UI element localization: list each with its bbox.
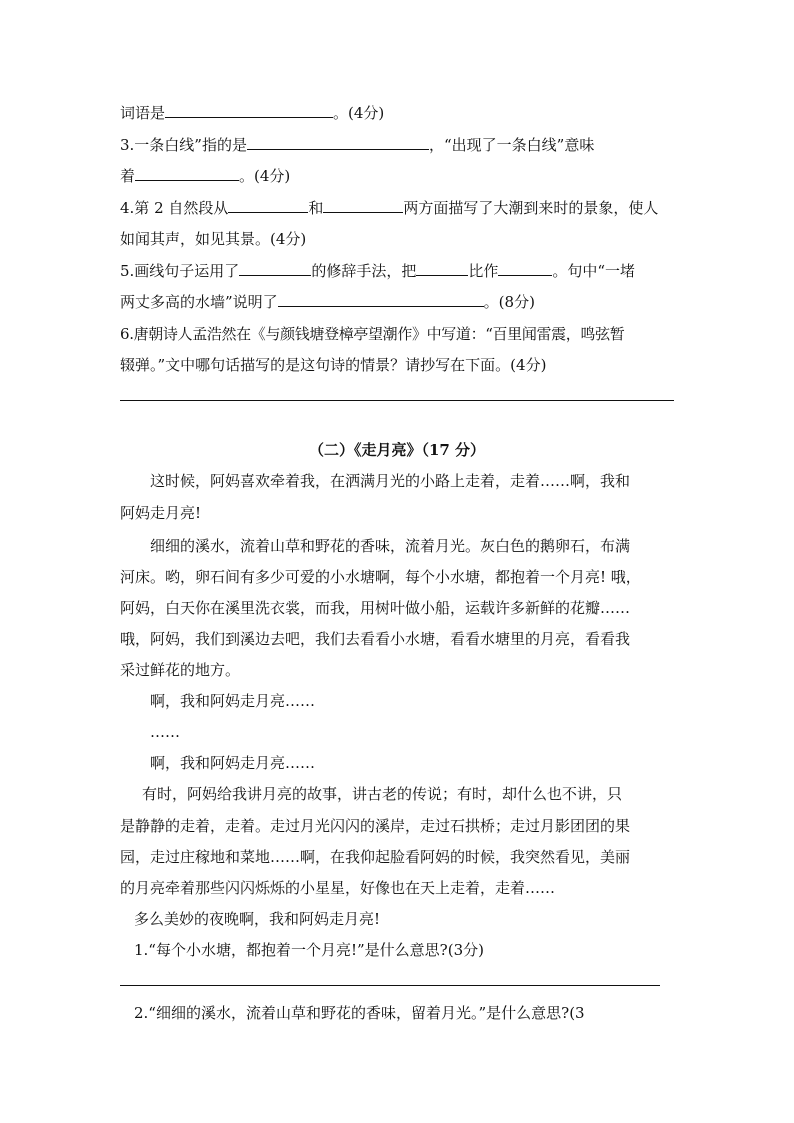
passage-line: 的月亮牵着那些闪闪烁烁的小星星，好像也在天上走着，走着…… [120, 879, 556, 897]
answer-blank[interactable] [228, 199, 308, 213]
answer-blank[interactable] [165, 104, 333, 118]
q3-line2: 着 。(4分) [120, 167, 291, 185]
passage-line: 园，走过庄稼地和菜地……啊，在我仰起脸看阿妈的时候，我突然看见，美丽 [120, 848, 631, 866]
passage-line: 河床。哟，卵石间有多少可爱的小水塘啊，每个小水塘，都抱着一个月亮! 哦， [120, 568, 641, 586]
passage-line: 阿妈走月亮! [120, 504, 202, 522]
passage-line: 有时，阿妈给我讲月亮的故事，讲古老的传说；有时，却什么也不讲，只 [142, 785, 623, 803]
answer-blank[interactable] [416, 262, 468, 276]
passage-line: 哦，阿妈，我们到溪边去吧，我们去看看小水塘，看看水塘里的月亮，看看我 [120, 630, 631, 648]
passage-line: …… [150, 723, 180, 741]
q3-line1: 3.一条白线”指的是 ，“出现了一条白线”意味 [120, 136, 595, 154]
answer-blank[interactable] [323, 199, 403, 213]
q6-line2: 辍弹。”文中哪句话描写的是这句诗的情景？请抄写在下面。(4分) [120, 356, 547, 374]
q1-answer-line[interactable] [120, 985, 660, 986]
q5-line2: 两丈多高的水墙”说明了 。(8分) [120, 293, 535, 311]
question-2: 2.“细细的溪水，流着山草和野花的香味，留着月光。”是什么意思?(3 [134, 1004, 585, 1022]
q6-answer-line[interactable] [120, 400, 674, 401]
answer-blank[interactable] [135, 167, 239, 181]
section-title: （二）《走月亮》（17 分） [308, 441, 486, 459]
answer-blank[interactable] [239, 262, 311, 276]
passage-line: 是静静的走着，走着。走过月光闪闪的溪岸，走过石拱桥；走过月影团团的果 [120, 817, 631, 835]
q5-line1: 5.画线句子运用了 的修辞手法，把 比作 。句中“一堵 [120, 262, 636, 280]
passage-line: 采过鲜花的地方。 [120, 661, 241, 679]
answer-blank[interactable] [247, 136, 429, 150]
q6-line1: 6.唐朝诗人孟浩然在《与颜钱塘登樟亭望潮作》中写道：“百里闻雷震，鸣弦暂 [120, 325, 625, 343]
q4-line2: 如闻其声，如见其景。(4分) [120, 230, 307, 248]
q4-line1: 4.第 2 自然段从 和 两方面描写了大潮到来时的景象，使人 [120, 199, 659, 217]
question-1: 1.“每个小水塘，都抱着一个月亮!”是什么意思?(3分) [134, 941, 484, 959]
passage-line: 啊，我和阿妈走月亮…… [150, 754, 316, 772]
q2-tail-line: 词语是 。(4分) [120, 104, 385, 122]
passage-line: 阿妈，白天你在溪里洗衣裳，而我，用树叶做小船，运载许多新鲜的花瓣…… [120, 599, 631, 617]
passage-line: 多么美妙的夜晚啊，我和阿妈走月亮! [134, 910, 381, 928]
answer-blank[interactable] [278, 293, 484, 307]
answer-blank[interactable] [498, 262, 552, 276]
passage-line: 啊，我和阿妈走月亮…… [150, 692, 316, 710]
passage-line: 这时候，阿妈喜欢牵着我，在洒满月光的小路上走着，走着……啊，我和 [150, 472, 631, 490]
passage-line: 细细的溪水，流着山草和野花的香味，流着月光。灰白色的鹅卵石，布满 [150, 537, 631, 555]
